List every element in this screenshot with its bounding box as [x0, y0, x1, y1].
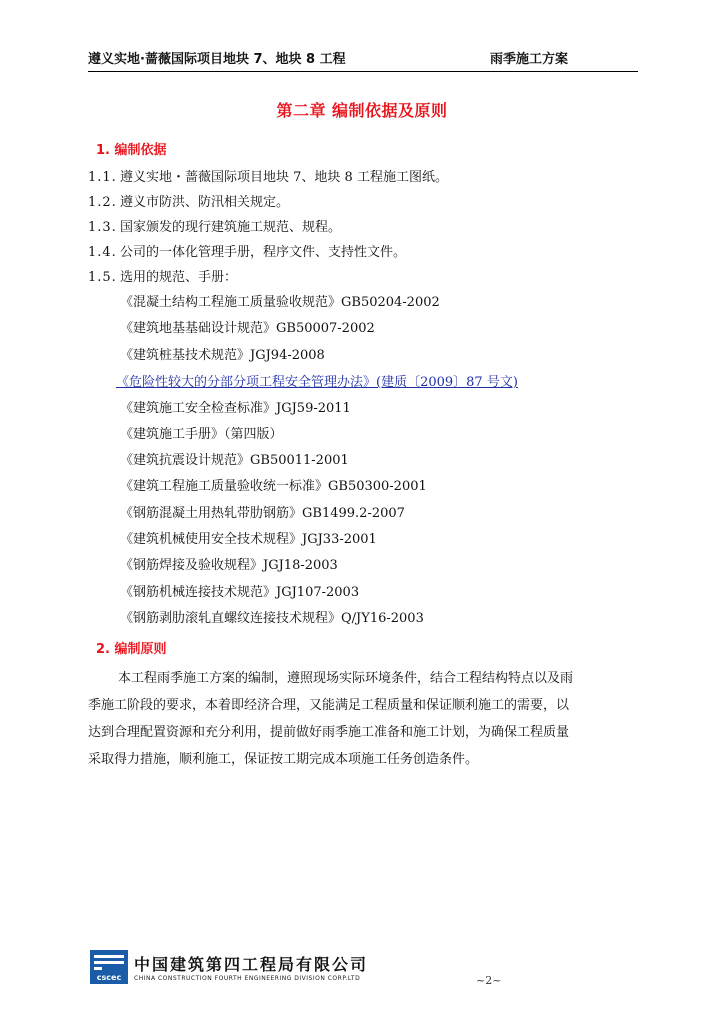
principles-paragraph	[88, 665, 638, 773]
paragraph-line: 季施工阶段的要求，本着即经济合理，又能满足工程质量和保证顺利施工的需要，以	[88, 698, 570, 713]
basis-item	[88, 269, 237, 287]
reference-link[interactable]: 《危险性较大的分部分项工程安全管理办法》(建质〔2009〕87 号文)	[116, 375, 518, 390]
basis-item-text: 公司的一体化管理手册，程序文件、支持性文件。	[120, 245, 407, 260]
basis-item	[88, 169, 448, 187]
reference-item: 《钢筋机械连接技术规范》JGJ107-2003	[120, 585, 360, 600]
paragraph-line: 本工程雨季施工方案的编制，遵照现场实际环境条件，结合工程结构特点以及雨	[118, 671, 574, 686]
reference-item: 《建筑施工手册》（第四版）	[120, 427, 283, 442]
chapter-title: 第二章 编制依据及原则	[276, 101, 448, 120]
company-name-cn: 中国建筑第四工程局有限公司	[134, 955, 369, 974]
reference-item: 《建筑机械使用安全技术规程》JGJ33-2001	[120, 532, 377, 547]
reference-item: 《混凝土结构工程施工质量验收规范》GB50204-2002	[120, 295, 440, 310]
basis-item-number: 1.4.	[88, 245, 117, 260]
logo-lettering: cscec	[96, 973, 122, 982]
basis-item-number: 1.3.	[88, 220, 117, 235]
basis-item-text: 遵义实地・蔷薇国际项目地块 7、地块 8 工程施工图纸。	[120, 170, 448, 185]
basis-item-text: 国家颁发的现行建筑施工规范、规程。	[120, 220, 342, 235]
basis-item	[88, 244, 406, 262]
basis-item-number: 1.5.	[88, 270, 117, 285]
basis-item-number: 1.1.	[88, 170, 117, 185]
reference-item: 《钢筋焊接及验收规程》JGJ18-2003	[120, 558, 338, 573]
reference-item: 《钢筋混凝土用热轧带肋钢筋》GB1499.2-2007	[120, 506, 405, 521]
page-header	[88, 53, 638, 72]
reference-item: 《建筑抗震设计规范》GB50011-2001	[120, 453, 349, 468]
page-number: ~2~	[476, 974, 502, 987]
basis-item	[88, 194, 289, 212]
basis-item	[88, 219, 341, 237]
section-heading-principles: 2. 编制原则	[96, 642, 167, 657]
paragraph-line: 采取得力措施，顺利施工，保证按工期完成本项施工任务创造条件。	[88, 752, 479, 767]
header-project-title: 遵义实地·蔷薇国际项目地块 7、地块 8 工程	[88, 52, 346, 67]
company-name-en: CHINA CONSTRUCTION FOURTH ENGINEERING DIVISION CORP.LTD	[134, 975, 361, 982]
basis-item-number: 1.2.	[88, 195, 117, 210]
basis-item-text: 遵义市防洪、防汛相关规定。	[120, 195, 290, 210]
reference-item: 《建筑桩基技术规范》JGJ94-2008	[120, 348, 325, 363]
cscec-logo	[90, 950, 128, 984]
reference-item: 《钢筋剥肋滚轧直螺纹连接技术规程》Q/JY16-2003	[120, 611, 424, 626]
paragraph-line: 达到合理配置资源和充分利用，提前做好雨季施工准备和施工计划，为确保工程质量	[88, 725, 570, 740]
section-heading-basis: 1. 编制依据	[96, 143, 167, 158]
basis-item-text: 选用的规范、手册：	[120, 270, 238, 285]
reference-item: 《建筑施工安全检查标准》JGJ59-2011	[120, 401, 351, 416]
reference-item: 《建筑工程施工质量验收统一标准》GB50300-2001	[120, 479, 427, 494]
reference-item: 《建筑地基基础设计规范》GB50007-2002	[120, 321, 375, 336]
header-document-title: 雨季施工方案	[490, 52, 569, 67]
